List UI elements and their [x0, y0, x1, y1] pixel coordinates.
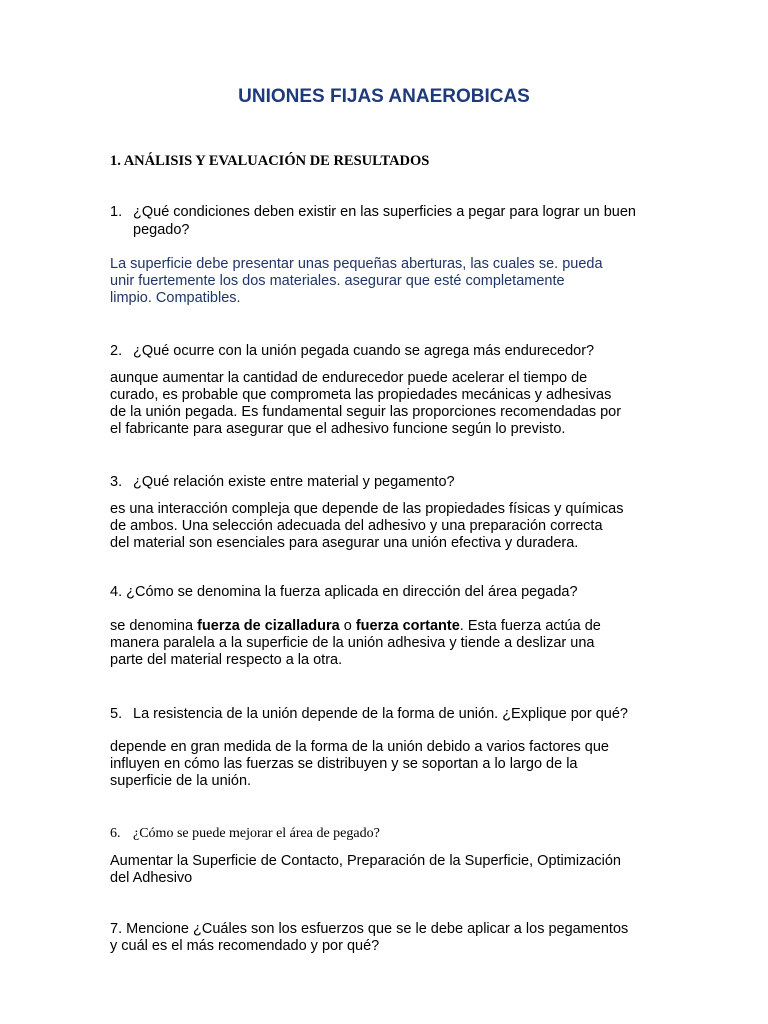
answer-1 — [110, 256, 670, 307]
question-7 — [110, 921, 670, 955]
answer-1-line-3: limpio. Compatibles. — [110, 290, 241, 306]
answer-3-line-2: de ambos. Una selección adecuada del adhesivo y una preparación correcta — [110, 518, 603, 534]
answer-4-text-mid: o — [339, 618, 356, 634]
answer-4-line-2: manera paralela a la superficie de la unión adhesiva y tiende a deslizar una — [110, 635, 595, 651]
answer-3-line-1: es una interacción compleja que depende de las propiedades físicas y químicas — [110, 501, 624, 517]
question-5 — [110, 705, 670, 723]
question-3-number: 3. — [110, 474, 123, 490]
question-2-text: ¿Qué ocurre con la unión pegada cuando se agrega más endurecedor? — [133, 343, 595, 359]
question-2-number: 2. — [110, 343, 123, 359]
answer-3-line-3: del material son esenciales para asegurar una unión efectiva y duradera. — [110, 535, 579, 551]
answer-4-line-3: parte del material respecto a la otra. — [110, 652, 343, 668]
answer-6-line-1: Aumentar la Superficie de Contacto, Preparación de la Superficie, Optimización — [110, 853, 621, 869]
question-3 — [110, 473, 670, 491]
answer-5-line-3: superficie de la unión. — [110, 773, 252, 789]
answer-5 — [110, 739, 670, 790]
answer-4-text-pre: se denomina — [110, 618, 198, 634]
document-title: UNIONES FIJAS ANAEROBICAS — [238, 86, 530, 107]
answer-5-line-1: depende en gran medida de la forma de la unión debido a varios factores que — [110, 739, 609, 755]
answer-6 — [110, 853, 670, 887]
answer-2 — [110, 370, 670, 438]
question-1 — [110, 203, 693, 239]
question-1-number: 1. — [110, 204, 123, 220]
question-7-line-1: 7. Mencione ¿Cuáles son los esfuerzos que se le debe aplicar a los pegamentos — [110, 921, 629, 937]
question-6 — [110, 825, 670, 843]
answer-2-line-1: aunque aumentar la cantidad de endurecedor puede acelerar el tiempo de — [110, 370, 588, 386]
question-7-line-2: y cuál es el más recomendado y por qué? — [110, 938, 380, 954]
answer-4-text-post: . Esta fuerza actúa de — [459, 618, 601, 634]
answer-6-line-2: del Adhesivo — [110, 870, 193, 886]
answer-4 — [110, 618, 670, 669]
answer-4-line-1 — [110, 618, 670, 635]
answer-2-line-4: el fabricante para asegurar que el adhesivo funcione según lo previsto. — [110, 421, 566, 437]
answer-4-term-cizalladura: fuerza de cizalladura — [197, 618, 340, 634]
answer-2-line-2: curado, es probable que comprometa las propiedades mecánicas y adhesivas — [110, 387, 612, 403]
answer-2-line-3: de la unión pegada. Es fundamental seguir las proporciones recomendadas por — [110, 404, 622, 420]
question-4: 4. ¿Cómo se denomina la fuerza aplicada en dirección del área pegada? — [110, 584, 578, 600]
answer-5-line-2: influyen en cómo las fuerzas se distribuyen y se soportan a lo largo de la — [110, 756, 578, 772]
question-6-text: ¿Cómo se puede mejorar el área de pegado? — [133, 826, 380, 841]
question-5-text: La resistencia de la unión depende de la forma de unión. ¿Explique por qué? — [133, 706, 628, 722]
answer-1-line-2: unir fuertemente los dos materiales. asegurar que esté completamente — [110, 273, 565, 289]
answer-1-line-1: La superficie debe presentar unas pequeñas aberturas, las cuales se. pueda — [110, 256, 603, 272]
question-1-text: ¿Qué condiciones deben existir en las superficies a pegar para lograr un buen pegado? — [133, 204, 636, 238]
question-3-text: ¿Qué relación existe entre material y pegamento? — [133, 474, 455, 490]
question-6-number: 6. — [110, 826, 121, 841]
section-heading: 1. ANÁLISIS Y EVALUACIÓN DE RESULTADOS — [110, 153, 430, 169]
question-5-number: 5. — [110, 706, 123, 722]
answer-3 — [110, 501, 670, 552]
answer-4-term-cortante: fuerza cortante — [355, 618, 460, 634]
question-2 — [110, 342, 670, 360]
